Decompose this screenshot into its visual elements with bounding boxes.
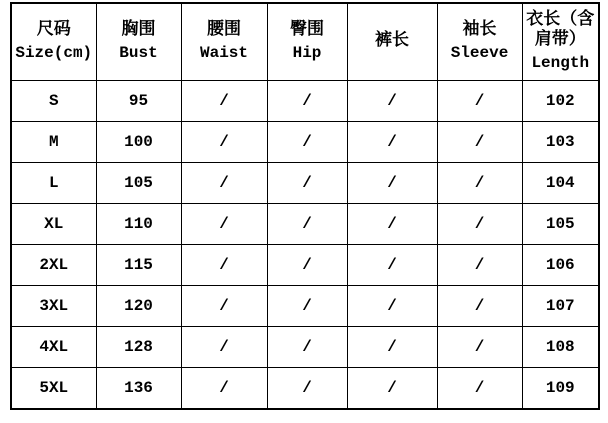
cell-bust: 120 [96,286,181,327]
cell-bust: 105 [96,163,181,204]
cell-sleeve: / [437,327,522,368]
cell-bust: 110 [96,204,181,245]
cell-bust: 128 [96,327,181,368]
column-header-waist [181,3,267,81]
size-row-m [11,122,599,163]
cell-length: 102 [522,81,599,122]
column-header-zh-label: 袖长 [462,20,497,40]
cell-size: 3XL [11,286,96,327]
size-chart-table [10,2,600,410]
cell-waist: / [181,81,267,122]
cell-length: 105 [522,204,599,245]
cell-waist: / [181,286,267,327]
cell-length: 103 [522,122,599,163]
column-header-sleeve [437,3,522,81]
size-row-5xl [11,368,599,410]
column-header-en-label: Waist [199,44,248,63]
cell-length: 106 [522,245,599,286]
column-header-zh-label: 裤长 [375,31,409,51]
cell-sleeve: / [437,368,522,410]
cell-sleeve: / [437,286,522,327]
size-row-2xl [11,245,599,286]
cell-hip: / [267,286,347,327]
column-header-en-label: Size(cm) [15,44,93,63]
cell-size: S [11,81,96,122]
cell-pants-length: / [347,368,437,410]
cell-length: 107 [522,286,599,327]
column-header-zh-label: 肩带） [534,30,586,50]
cell-size: L [11,163,96,204]
header-row [11,3,599,81]
size-row-3xl [11,286,599,327]
cell-pants-length: / [347,286,437,327]
cell-sleeve: / [437,122,522,163]
cell-sleeve: / [437,81,522,122]
cell-length: 109 [522,368,599,410]
cell-size: 4XL [11,327,96,368]
cell-bust: 115 [96,245,181,286]
column-header-bust [96,3,181,81]
size-row-s [11,81,599,122]
size-chart-header [11,3,599,81]
cell-hip: / [267,81,347,122]
column-header-pants-length [347,3,437,81]
cell-waist: / [181,245,267,286]
cell-bust: 100 [96,122,181,163]
column-header-zh-label: 臀围 [290,20,324,40]
cell-pants-length: / [347,327,437,368]
column-header-size [11,3,96,81]
cell-sleeve: / [437,163,522,204]
cell-size: 5XL [11,368,96,410]
cell-waist: / [181,163,267,204]
size-row-4xl [11,327,599,368]
cell-pants-length: / [347,122,437,163]
size-row-l [11,163,599,204]
cell-hip: / [267,327,347,368]
column-header-en-label: Bust [119,44,158,63]
size-chart-body [11,81,599,410]
column-header-zh-label: 胸围 [121,20,156,40]
cell-length: 108 [522,327,599,368]
size-row-xl [11,204,599,245]
cell-sleeve: / [437,204,522,245]
cell-hip: / [267,245,347,286]
cell-size: 2XL [11,245,96,286]
column-header-zh-label: 衣长（含 [526,10,595,30]
cell-size: M [11,122,96,163]
cell-pants-length: / [347,163,437,204]
column-header-zh-label: 尺码 [36,20,71,40]
column-header-zh-label: 腰围 [207,20,241,40]
cell-pants-length: / [347,204,437,245]
cell-sleeve: / [437,245,522,286]
cell-hip: / [267,368,347,410]
cell-bust: 95 [96,81,181,122]
cell-size: XL [11,204,96,245]
cell-waist: / [181,368,267,410]
column-header-length [522,3,599,81]
column-header-en-label: Sleeve [450,44,509,63]
cell-pants-length: / [347,81,437,122]
column-header-hip [267,3,347,81]
cell-hip: / [267,163,347,204]
cell-bust: 136 [96,368,181,410]
cell-pants-length: / [347,245,437,286]
cell-length: 104 [522,163,599,204]
cell-hip: / [267,122,347,163]
cell-waist: / [181,327,267,368]
cell-waist: / [181,122,267,163]
column-header-en-label: Hip [292,44,322,63]
cell-hip: / [267,204,347,245]
column-header-en-label: Length [531,54,590,73]
cell-waist: / [181,204,267,245]
